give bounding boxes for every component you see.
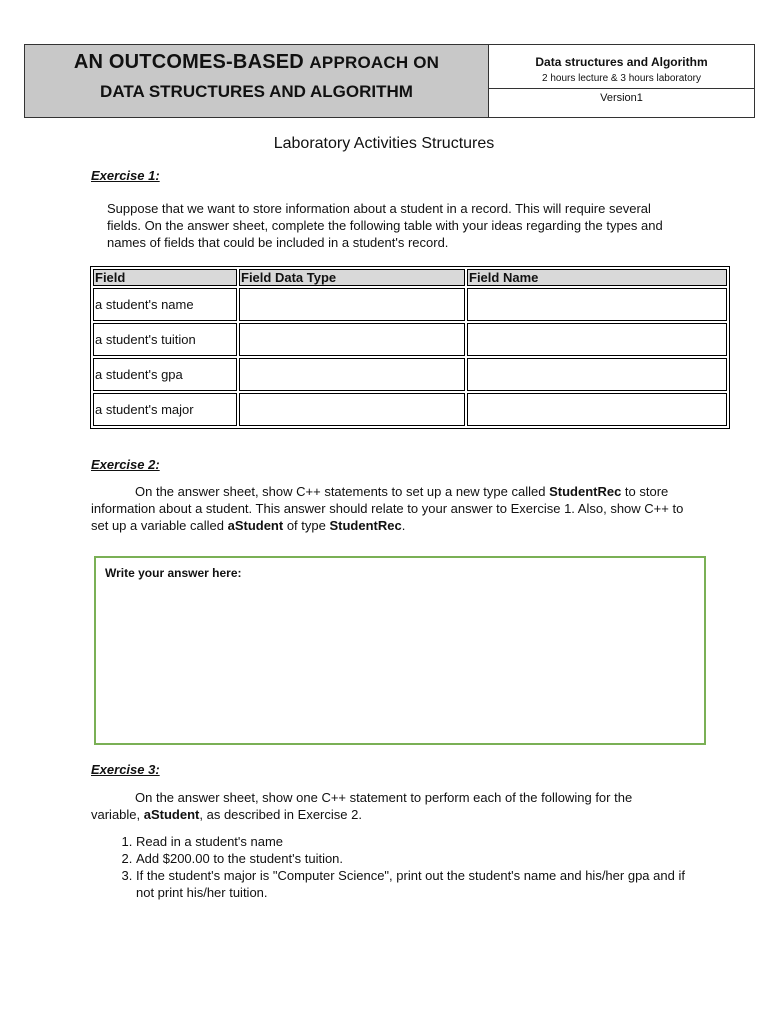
- data-type-cell[interactable]: [239, 393, 465, 426]
- variable-name: aStudent: [227, 518, 284, 533]
- course-title-block: [25, 45, 489, 117]
- exercise2-text: [91, 483, 691, 534]
- table-header-row: [93, 269, 727, 286]
- type-name: StudentRec: [549, 484, 622, 499]
- course-info-block: [489, 45, 754, 117]
- header-divider: [489, 88, 754, 89]
- page-title: Laboratory Activities Structures: [273, 135, 495, 152]
- table-row: [93, 288, 727, 321]
- exercise3-text-part: , as described in Exercise 2.: [199, 807, 362, 822]
- document-header: [24, 44, 755, 118]
- field-cell: a student's name: [93, 288, 237, 321]
- table-row: [93, 393, 727, 426]
- field-cell: a student's major: [93, 393, 237, 426]
- course-version: Version1: [600, 92, 643, 104]
- course-title-part-b: APPROACH ON: [309, 53, 440, 72]
- exercise3-text-part: On the answer sheet, show one C++ statement to perform each of the following for the variable,: [91, 790, 633, 822]
- list-item: 2. Add $200.00 to the student's tuition.: [136, 850, 696, 867]
- course-subject: Data structures and Algorithm: [535, 55, 708, 69]
- task-list: [108, 833, 696, 901]
- column-header: Field: [93, 269, 237, 286]
- course-title-part-a: AN OUTCOMES-BASED: [73, 51, 304, 73]
- list-item: 3. If the student's major is "Computer Science", print out the student's name and his/her gpa and if not print his/her tuition.: [136, 867, 696, 901]
- data-type-cell[interactable]: [239, 288, 465, 321]
- table-row: [93, 323, 727, 356]
- answer-box[interactable]: [94, 556, 706, 745]
- answer-label: Write your answer here:: [105, 566, 242, 580]
- variable-name: aStudent: [143, 807, 200, 822]
- field-name-cell[interactable]: [467, 288, 727, 321]
- table-row: [93, 358, 727, 391]
- field-name-cell[interactable]: [467, 393, 727, 426]
- field-name-cell[interactable]: [467, 323, 727, 356]
- exercise2-heading: Exercise 2:: [91, 457, 160, 472]
- exercise1-heading: Exercise 1:: [91, 168, 160, 183]
- course-hours: 2 hours lecture & 3 hours laboratory: [542, 73, 701, 84]
- field-cell: a student's tuition: [93, 323, 237, 356]
- course-title-line1: [25, 51, 488, 74]
- exercise3-heading: Exercise 3:: [91, 762, 160, 777]
- fields-table: [90, 266, 730, 429]
- list-item: 1. Read in a student's name: [136, 833, 696, 850]
- column-header: Field Data Type: [239, 269, 465, 286]
- exercise1-text: Suppose that we want to store information about a student in a record. This will require several fields. On the answer sheet, complete the following table with your ideas regarding the types and names of fields that could be included in a student's record.: [107, 201, 663, 250]
- exercise2-text-part: .: [401, 518, 406, 533]
- course-title-line2: DATA STRUCTURES AND ALGORITHM: [100, 82, 413, 101]
- type-name: StudentRec: [329, 518, 402, 533]
- data-type-cell[interactable]: [239, 323, 465, 356]
- field-cell: a student's gpa: [93, 358, 237, 391]
- exercise2-text-part: of type: [283, 518, 330, 533]
- field-name-cell[interactable]: [467, 358, 727, 391]
- exercise2-text-part: On the answer sheet, show C++ statements to set up a new type called: [135, 484, 550, 499]
- exercise3-text: [91, 789, 681, 823]
- column-header: Field Name: [467, 269, 727, 286]
- data-type-cell[interactable]: [239, 358, 465, 391]
- exercise2-text-part: to store information about a student. This answer should relate to your answer to Exercise 1. Also, show C++ to set up a variable called: [91, 484, 684, 533]
